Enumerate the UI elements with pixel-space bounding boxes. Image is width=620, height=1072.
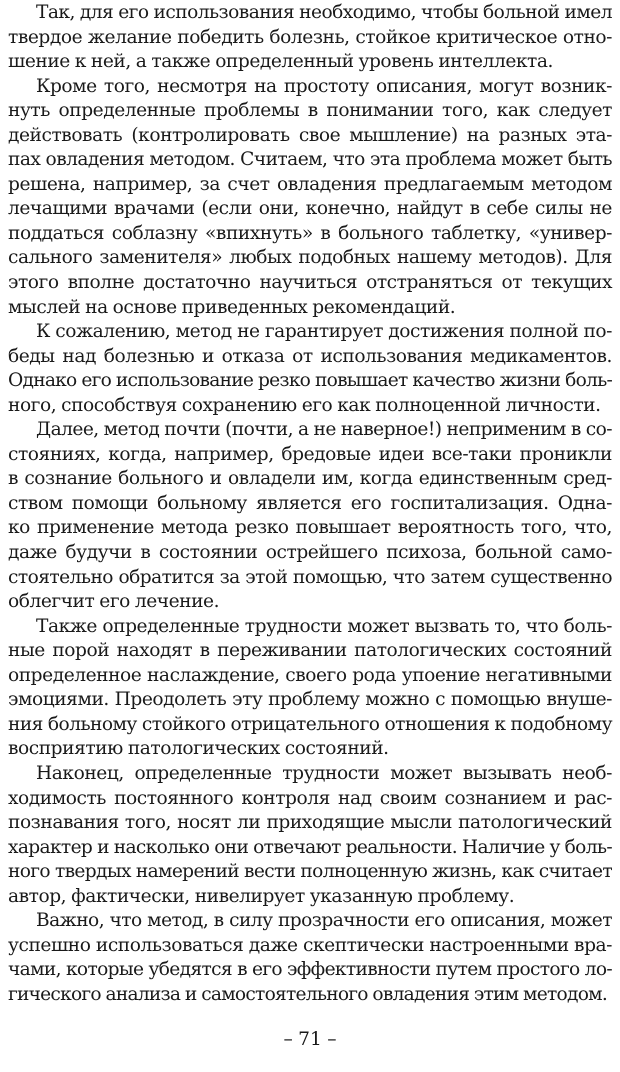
text-line: действовать (контролировать свое мышление) на разных эта- (8, 124, 612, 146)
text-line: ко применение метода резко повышает вероятность того, что, (8, 517, 612, 539)
text-line: успешно использоваться даже скептически настроенными вра- (8, 934, 612, 956)
text-line: этого вполне достаточно научиться отстраняться от текущих (8, 272, 612, 294)
text-line: пах овладения методом. Считаем, что эта проблема может быть (8, 149, 612, 171)
text-line: Так, для его использования необходимо, чтобы больной имел (36, 2, 612, 23)
page-number: – 71 – (283, 1029, 337, 1050)
book-page (8, 0, 612, 1072)
text-line: Кроме того, несмотря на простоту описания, могут возник- (36, 75, 612, 97)
text-line: лечащими врачами (если они, конечно, найдут в себе силы не (8, 198, 612, 220)
text-line: сального заменителя» любых подобных нашему методов). Для (8, 247, 612, 269)
text-line: твердое желание победить болезнь, стойкое критическое отно- (8, 26, 612, 48)
text-line: стоятельно обратится за этой помощью, что затем существенно (8, 566, 612, 588)
text-line: облегчит его лечение. (8, 591, 220, 613)
text-line: Наконец, определенные трудности может вызывать необ- (36, 762, 612, 784)
text-line: беды над болезнью и отказа от использования медикаментов. (8, 345, 612, 367)
text-line: эмоциями. Преодолеть эту проблему можно с помощью внуше- (8, 689, 612, 711)
paragraph (8, 615, 612, 762)
paragraph (8, 762, 612, 909)
text-line: ходимость постоянного контроля над своим сознанием и рас- (8, 787, 612, 809)
text-line: решена, например, за счет овладения предлагаемым методом (8, 173, 612, 195)
paragraph (8, 909, 612, 1007)
text-line: ния больному стойкого отрицательного отношения к подобному (8, 713, 612, 735)
text-line: в сознание больного и овладели им, когда единственным сред- (8, 468, 612, 490)
text-line: стояниях, когда, например, бредовые идеи все-таки проникли (8, 443, 612, 465)
text-line: ного, способствуя сохранению его как полноценной личности. (8, 394, 601, 416)
text-line: шение к ней, а также определенный уровень интеллекта. (8, 51, 553, 73)
text-line: восприятию патологических состояний. (8, 738, 389, 760)
text-line: нуть определенные проблемы в понимании того, как следует (8, 100, 612, 122)
text-line: ные порой находят в переживании патологических состояний (8, 640, 612, 662)
paragraph (8, 75, 612, 320)
text-line: Однако его использование резко повышает качество жизни боль- (8, 370, 612, 392)
paragraph (8, 418, 612, 614)
text-line: Важно, что метод, в силу прозрачности его описания, может (36, 910, 612, 932)
paragraph (8, 1, 612, 75)
text-line: мыслей на основе приведенных рекомендаций. (8, 296, 456, 318)
text-line: ного твердых намерений вести полноценную жизнь, как считает (8, 861, 612, 883)
text-line: Далее, метод почти (почти, а не наверное!) неприменим в со- (36, 419, 612, 441)
text-line: К сожалению, метод не гарантирует достижения полной по- (36, 321, 612, 343)
body-text (8, 1, 612, 1007)
text-line: ством помощи больному является его госпитализация. Одна- (8, 492, 612, 514)
text-line: гического анализа и самостоятельного овладения этим методом. (8, 983, 608, 1005)
text-line: поддаться соблазну «впихнуть» в больного таблетку, «универ- (8, 222, 612, 244)
text-line: определенное наслаждение, своего рода упоение негативными (8, 664, 612, 686)
paragraph (8, 320, 612, 418)
text-line: познавания того, носят ли приходящие мысли патологический (8, 812, 612, 834)
text-line: чами, которые убедятся в его эффективности путем простого ло- (8, 959, 612, 981)
text-line: автор, фактически, нивелирует указанную проблему. (8, 885, 515, 907)
text-line: Также определенные трудности может вызвать то, что боль- (36, 615, 612, 637)
text-line: даже будучи в состоянии острейшего психоза, больной само- (8, 542, 612, 564)
text-line: характер и насколько они отвечают реальности. Наличие у боль- (8, 836, 612, 858)
